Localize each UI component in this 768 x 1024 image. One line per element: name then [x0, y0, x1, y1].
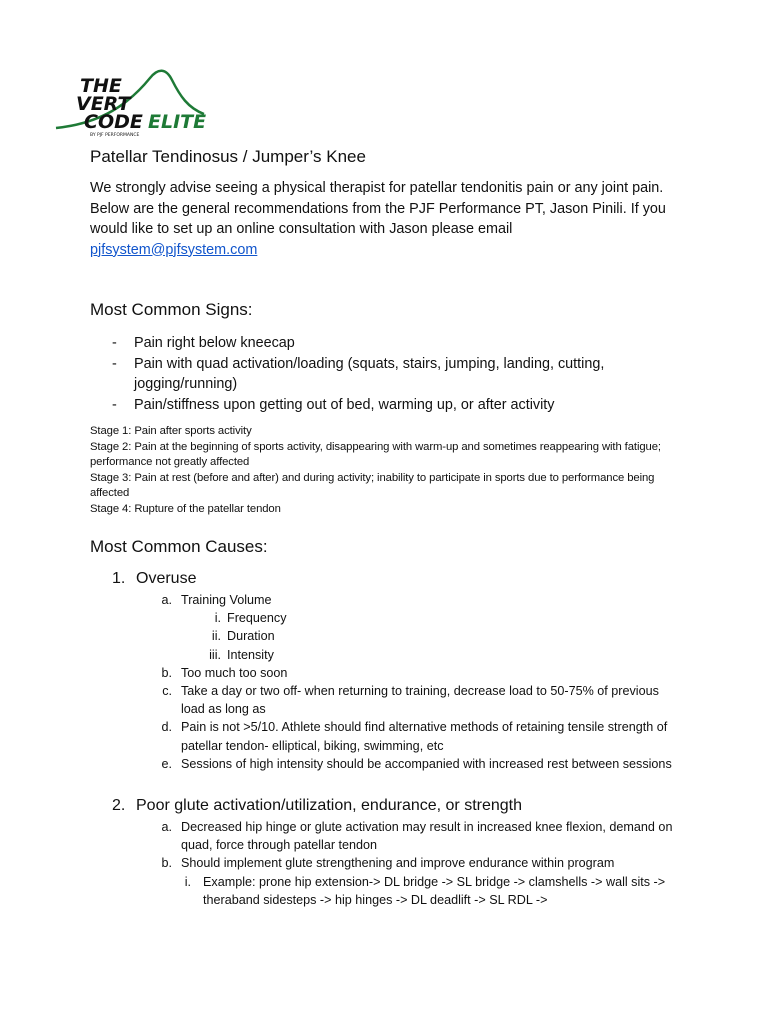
list-item-text: Example: prone hip extension-> DL bridge -> SL bridge -> clamshells -> wall sits -> theraband sidesteps -> hip hinges -> DL deadlift -> SL RDL -> [203, 874, 666, 907]
list-item [156, 854, 676, 909]
list-item-text: Intensity [227, 647, 274, 662]
stage-item: Stage 4: Rupture of the patellar tendon [90, 502, 281, 515]
logo-elite: ELITE [148, 111, 207, 133]
list-item-text: Pain is not >5/10. Athlete should find alternative methods of retaining tensile strength of patellar tendon- elliptical, biking, swimming, etc [181, 720, 668, 753]
stage-item: Stage 2: Pain at the beginning of sports activity, disappearing with warm-up and sometimes reappearing with fatigue; performance not greatly affected [90, 440, 661, 468]
cause-1-list [156, 591, 676, 773]
list-marker: a. [161, 820, 172, 834]
list-item-text: Training Volume [181, 593, 272, 607]
cause-1a-sublist [181, 609, 676, 664]
page-title: Patellar Tendinosus / Jumper’s Knee [90, 147, 366, 166]
intro-paragraph [90, 178, 680, 260]
stage-item: Stage 1: Pain after sports activity [90, 425, 252, 437]
cause-1-number: 1. [112, 570, 126, 587]
list-marker: b. [161, 665, 172, 680]
cause-1-heading [112, 570, 196, 588]
email-link[interactable]: pjfsystem@pjfsystem.com [90, 241, 258, 258]
list-item [156, 682, 676, 718]
list-item [156, 818, 676, 854]
list-item [156, 664, 676, 682]
cause-1-title: Overuse [136, 570, 197, 587]
cause-2-list [156, 818, 676, 909]
vert-code-elite-logo [54, 66, 230, 138]
signs-list [112, 333, 672, 415]
stage-item: Stage 3: Pain at rest (before and after) and during activity; inability to participate in sports due to performance being affected [90, 471, 655, 499]
list-item: - Pain right below kneecap [112, 333, 672, 354]
logo-code: CODE [84, 111, 143, 133]
list-marker: ii. [211, 629, 221, 644]
logo-tagline: BY PJF PERFORMANCE [90, 133, 140, 138]
cause-2-title: Poor glute activation/utilization, endurance, or strength [136, 797, 523, 814]
signs-heading: Most Common Signs: [90, 300, 253, 319]
list-marker: a. [161, 593, 172, 607]
cause-2-number: 2. [112, 797, 126, 814]
list-marker: iii. [209, 647, 221, 662]
list-marker: c. [162, 684, 172, 699]
list-marker: d. [161, 720, 172, 735]
list-item-text: Sessions of high intensity should be accompanied with increased rest between sessions [181, 756, 672, 771]
list-item-text: Frequency [227, 611, 287, 626]
list-item: - Pain/stiffness upon getting out of bed, warming up, or after activity [112, 395, 672, 416]
list-item [181, 627, 676, 645]
stages-list [90, 424, 690, 517]
cause-2-heading [112, 797, 522, 815]
list-item [156, 755, 676, 773]
causes-heading: Most Common Causes: [90, 537, 268, 556]
list-item-text: Take a day or two off- when returning to training, decrease load to 50-75% of previous load as long as [181, 684, 659, 717]
list-marker: i. [184, 874, 191, 889]
list-item [156, 718, 676, 754]
list-item [181, 609, 676, 627]
list-marker: i. [214, 611, 221, 626]
list-item [151, 873, 676, 909]
list-item [181, 646, 676, 664]
list-item-text: Should implement glute strengthening and improve endurance within program [181, 856, 615, 871]
list-marker: e. [161, 756, 172, 771]
list-item-text: Duration [227, 629, 275, 644]
list-item: - Pain with quad activation/loading (squats, stairs, jumping, landing, cutting, jogging/running) [112, 354, 672, 395]
logo-vert: VERT [76, 93, 131, 115]
list-item-text: Too much too soon [181, 665, 288, 680]
list-marker: b. [161, 856, 172, 871]
logo-the: THE [80, 75, 122, 97]
list-item-text: Decreased hip hinge or glute activation may result in increased knee flexion, demand on quad, force through patellar tendon [181, 820, 673, 853]
intro-text: We strongly advise seeing a physical therapist for patellar tendonitis pain or any joint pain. Below are the general recommendations from the PJF Performance PT, Jason Pinili. If you would like to set up an online consultation with Jason please email [90, 180, 666, 237]
cause-2b-sublist [151, 873, 676, 909]
list-item [156, 591, 676, 664]
